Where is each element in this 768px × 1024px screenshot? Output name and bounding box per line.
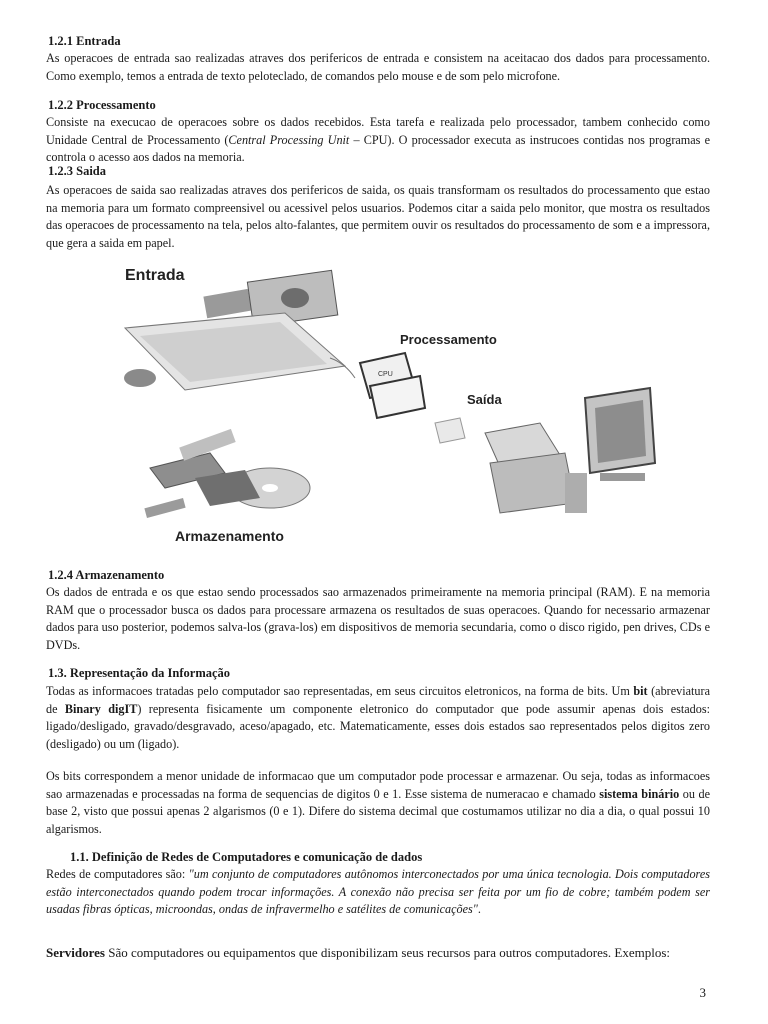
section-title-redes: 1.1. Definição de Redes de Computadores e comunicação de dados [70,850,423,864]
text-run: Os bits correspondem a menor unidade de informacao que um computador pode processar e armazenar. Ou seja, todas as informacoes sao armazenadas e processadas na forma de sequencias de digitos 0 e 1. Esse sistema de numeracao e chamado [46,769,710,801]
speaker-icon [565,473,587,513]
storage-devices-icon [144,429,310,518]
page-number: 3 [699,985,706,1000]
computer-system-figure [95,258,675,553]
text-italic: Central Processing Unit [228,132,350,147]
text-run: . [477,902,481,916]
text-run: Redes de computadores são: [46,867,189,881]
text-bold: Binary digIT [64,701,138,716]
figure-label-saida: Saída [467,392,502,407]
text-run: Consiste na execucao de operacoes sobre os dados recebidos. Esta tarefa e realizada pelo processador, tambem conhecido como Unidade Central de Processamento ( [46,115,710,147]
paragraph-servidores [46,944,710,962]
text-bold: bit [633,684,648,698]
paragraph-entrada: As operacoes de entrada sao realizadas atraves dos perifericos de entrada e consistem na aceitacao dos dados para processamento. Como exemplo, temos a entrada de texto peloteclado, de comandos pelo mouse e de som pelo microfone. [46,51,710,83]
text-italic: "um conjunto de computadores autônomos interconectados por uma única tecnologia. Dois computadores estão interconectados quando podem trocar informações. A conexão não precisa ser feita por um fio de cobre; também podem ser usadas fibras ópticas, microondas, ondas de infravermelho e satélites de comunicações" [46,867,710,916]
printer-icon [485,423,575,513]
paragraph-representacao-2 [46,768,710,838]
section-title-armazenamento: 1.2.4 Armazenamento [48,568,165,582]
text-run: ou de base 2, visto que possui apenas 2 algarismos (0 e 1). Difere do sistema decimal que costumamos utilizar no dia a dia, o qual possui 10 algarismos. [46,786,710,836]
section-title-representacao: 1.3. Representação da Informação [48,666,231,680]
mouse-icon [124,369,156,387]
monitor-icon [585,388,655,481]
figure-label-processamento: Processamento [400,332,497,347]
text-run: São computadores ou equipamentos que disponibilizam seus recursos para outros computadores. Exemplos: [104,945,671,960]
text-run: – CPU). O processador executa as instrucoes contidas nos programas e controla o acesso aos dados na memoria. [46,132,710,164]
section-title-saida: 1.2.3 Saida [48,164,107,178]
text-bold: sistema binário [599,786,680,801]
cpu-icon [360,353,425,418]
paragraph-armazenamento: Os dados de entrada e os que estao sendo processados sao armazenados primeiramente na memoria principal (RAM). E na memoria RAM que o processador busca os dados para processare armazena os resultados de suas operacoes. Quando for necessario armazenar dados para uso posterior, podemos salva-los (grava-los) em dispositivos de memoria secundaria, como o disco rigido, pen drives, CDs e DVDs. [46,585,710,652]
paper-icon [435,418,465,443]
cpu-label: CPU [378,371,393,378]
paragraph-processamento [46,114,710,167]
section-title-entrada: 1.2.1 Entrada [48,34,121,48]
paragraph-redes [46,866,710,919]
figure-label-entrada: Entrada [125,267,185,284]
keyboard-icon [125,313,345,390]
figure-label-armazenamento: Armazenamento [175,528,284,544]
text-bold: Servidores [46,945,105,960]
text-run: ) representa fisicamente um componente eletronico do computador que pode assumir apenas dois estados: ligado/desligado, gravado/desgravado, aceso/apagado, etc. Matematicamente, esses dois estados sao representados pelos digitos zero (desligado) ou um (ligado). [46,701,710,751]
text-run: Todas as informacoes tratadas pelo computador sao representadas, em seus circuitos eletronicos, na forma de bits. Um [46,684,634,698]
text-run: (abreviatura de [46,684,710,716]
paragraph-representacao-1 [46,683,710,753]
section-title-processamento: 1.2.2 Processamento [48,98,156,112]
paragraph-saida: As operacoes de saida sao realizadas atraves dos perifericos de saida, os quais transformam os resultados do processamento que estao na memoria para um formato compreensivel ou acessivel pelos usuarios. Podemos citar a saida pelo monitor, que mostra os resultados das operacoes de processamento na tela, pelos alto-falantes, que permitem ouvir os resultados do processamento de som e a impressora, que gera a saida em papel. [46,183,710,250]
